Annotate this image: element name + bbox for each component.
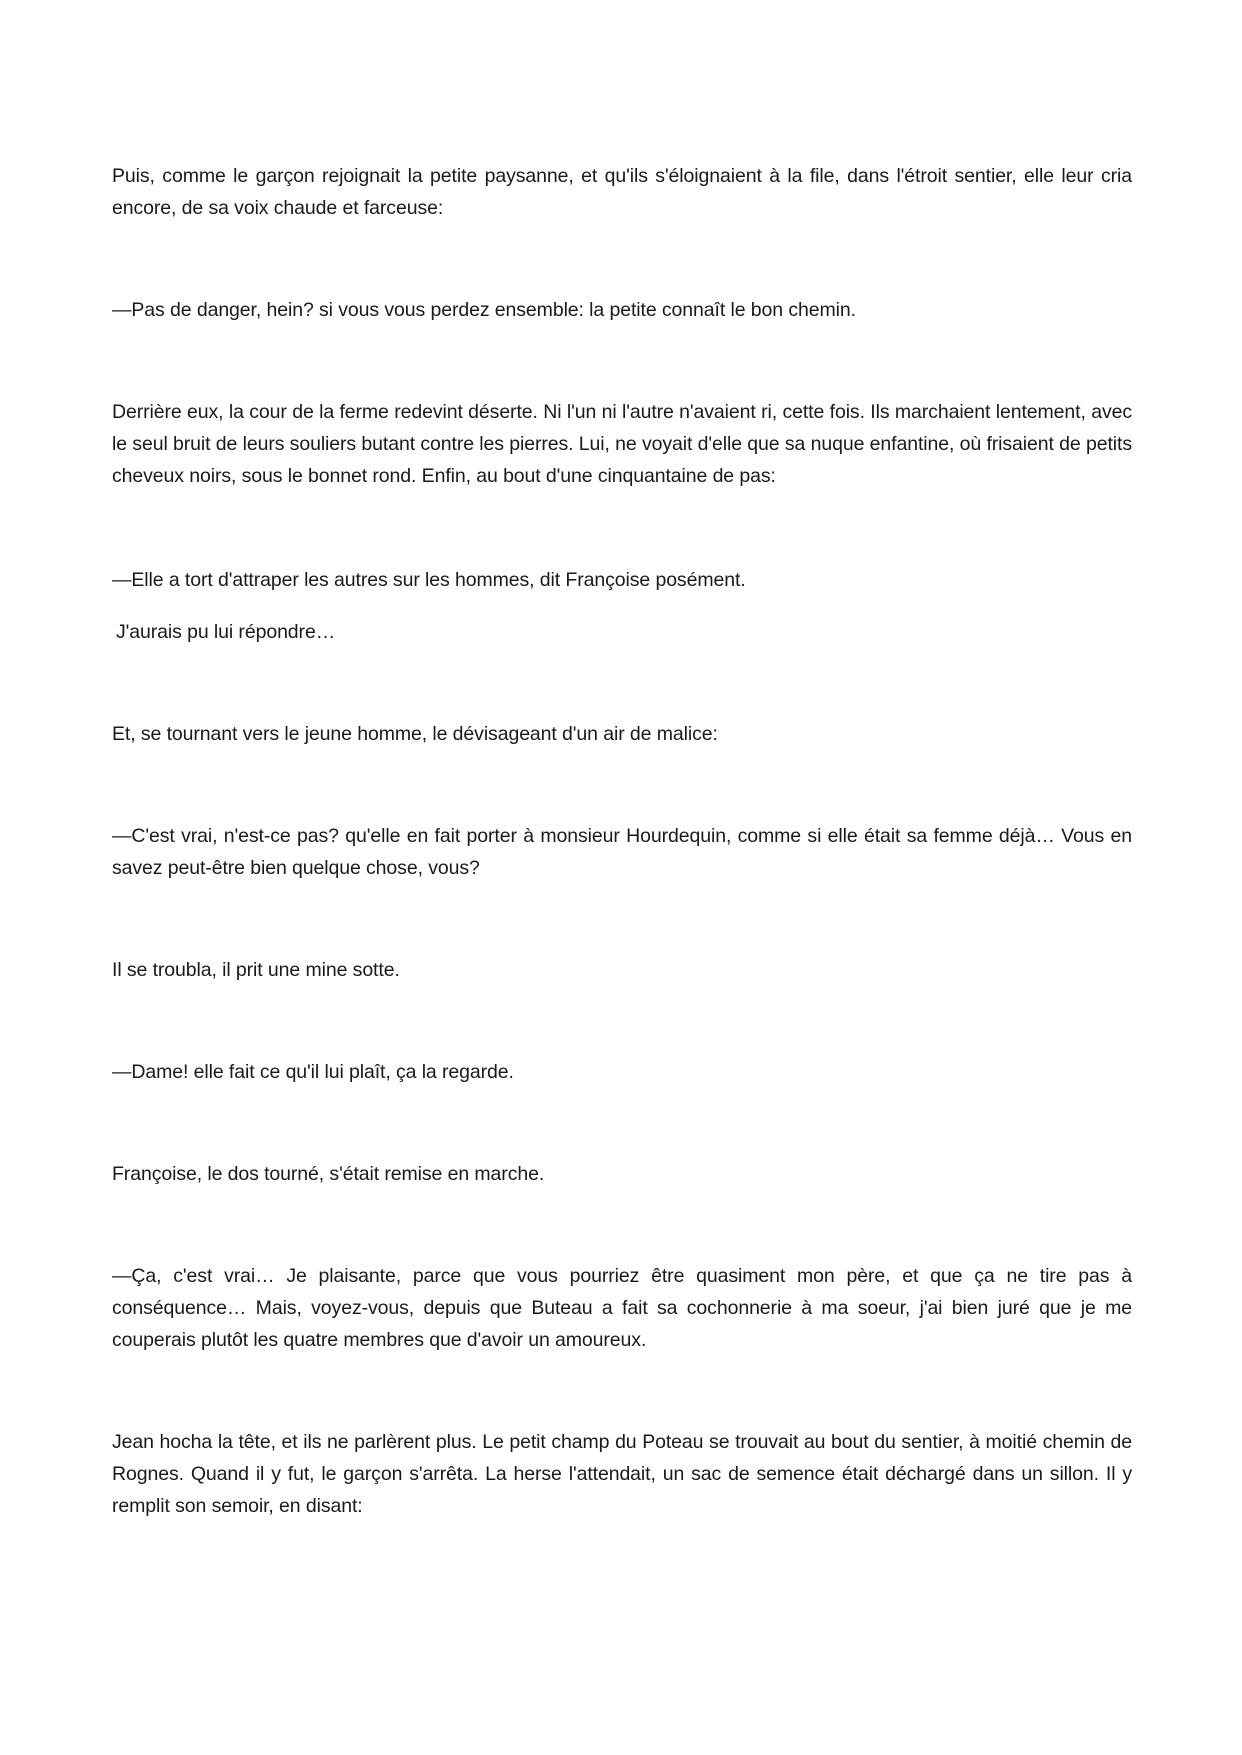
paragraph: Il se troubla, il prit une mine sotte.: [112, 959, 400, 981]
paragraph: —C'est vrai, n'est-ce pas? qu'elle en fait porter à monsieur Hourdequin, comme si elle était sa femme déjà… Vous en savez peut-être bien quelque chose, vous?: [112, 825, 1132, 879]
paragraph: Jean hocha la tête, et ils ne parlèrent plus. Le petit champ du Poteau se trouvait au bout du sentier, à moitié chemin de Rognes. Quand il y fut, le garçon s'arrêta. La herse l'attendait, un sac de semence était déchargé dans un sillon. Il y remplit son semoir, en disant:: [112, 1431, 1132, 1517]
paragraph: Derrière eux, la cour de la ferme redevint déserte. Ni l'un ni l'autre n'avaient ri, cette fois. Ils marchaient lentement, avec le seul bruit de leurs souliers butant contre les pierres. Lui, ne voyait d'elle que sa nuque enfantine, où frisaient de petits cheveux noirs, sous le bonnet rond. Enfin, au bout d'une cinquantaine de pas:: [112, 401, 1132, 487]
paragraph: Puis, comme le garçon rejoignait la petite paysanne, et qu'ils s'éloignaient à la file, dans l'étroit sentier, elle leur cria encore, de sa voix chaude et farceuse:: [112, 165, 1132, 219]
paragraph: J'aurais pu lui répondre…: [116, 621, 336, 643]
paragraph: —Elle a tort d'attraper les autres sur les hommes, dit Françoise posément.: [112, 569, 746, 591]
paragraph: —Dame! elle fait ce qu'il lui plaît, ça la regarde.: [112, 1061, 514, 1083]
paragraph: —Ça, c'est vrai… Je plaisante, parce que vous pourriez être quasiment mon père, et que ça ne tire pas à conséquence… Mais, voyez-vous, depuis que Buteau a fait sa cochonnerie à ma soeur, j'ai bien juré que je me couperais plutôt les quatre membres que d'avoir un amoureux.: [112, 1265, 1132, 1351]
paragraph: Et, se tournant vers le jeune homme, le dévisageant d'un air de malice:: [112, 723, 718, 745]
paragraph: —Pas de danger, hein? si vous vous perdez ensemble: la petite connaît le bon chemin.: [112, 299, 856, 321]
paragraph: Françoise, le dos tourné, s'était remise en marche.: [112, 1163, 545, 1185]
